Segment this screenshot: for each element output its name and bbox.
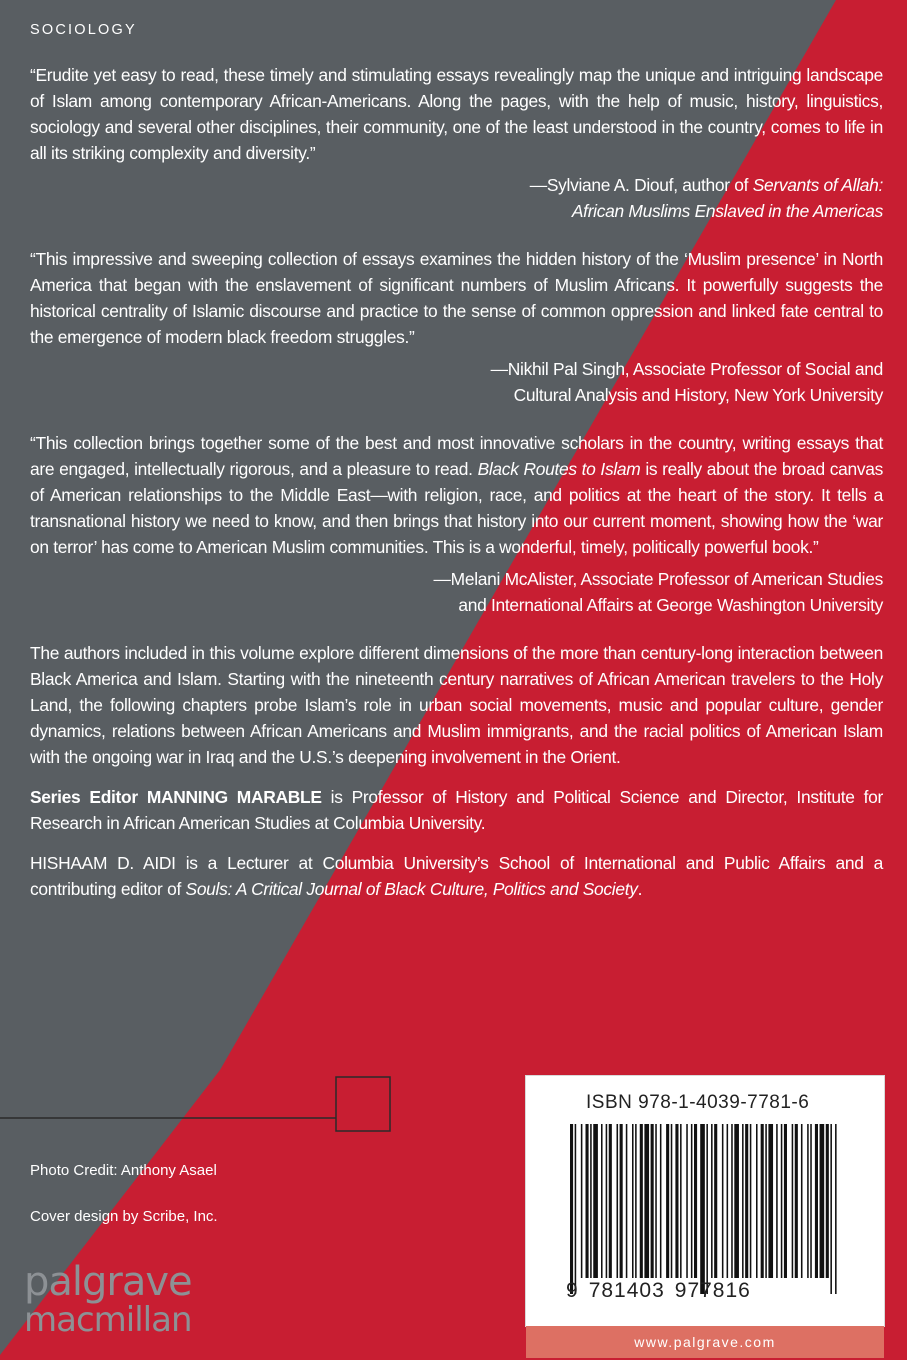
barcode-bar xyxy=(635,1124,637,1278)
barcode-bar xyxy=(801,1124,803,1278)
barcode-bar xyxy=(826,1124,829,1278)
website-link[interactable]: www.palgrave.com xyxy=(634,1334,776,1350)
about-section xyxy=(30,640,883,902)
barcode-bar xyxy=(691,1124,693,1278)
quote-attribution xyxy=(30,356,883,408)
barcode-bar xyxy=(606,1124,608,1278)
barcode-bar xyxy=(675,1124,678,1278)
quote-diouf xyxy=(30,62,883,224)
photo-credit: Photo Credit: Anthony Asael xyxy=(30,1162,217,1179)
barcode-bar xyxy=(651,1124,654,1278)
barcode-digits: 9 781403 977816 xyxy=(566,1279,751,1302)
barcode-bar xyxy=(745,1124,748,1278)
barcode-bar xyxy=(666,1124,669,1278)
barcode-bar xyxy=(765,1124,767,1278)
barcode-bar xyxy=(761,1124,764,1278)
quote-text: “This collection brings together some of the best and most innovative scholars in the country, writing essays that are engaged, intellectually rigorous, and a pleasure to read. Black Routes to Islam is really about the broad canvas of American relationships to the Middle East—with religion, race, and politics at the heart of the story. It tells a transnational history we need to know, and then brings that history into our current moment, showing how the ‘war on terror’ has come to American Muslim communities. This is a wonderful, timely, politically powerful book.” xyxy=(30,433,883,557)
barcode-bar xyxy=(714,1124,717,1278)
attribution-line-2: Cultural Analysis and History, New York University xyxy=(513,385,883,405)
barcode-bar xyxy=(742,1124,744,1278)
book-title: Black Routes to Islam xyxy=(477,459,641,479)
barcode-bar xyxy=(731,1124,733,1278)
barcode-bar xyxy=(722,1124,724,1278)
barcode-bar xyxy=(711,1124,713,1278)
barcode-bar xyxy=(756,1124,758,1278)
barcode-bar xyxy=(671,1124,673,1278)
website-bar xyxy=(526,1326,884,1358)
publisher-logo: palgrave macmillan xyxy=(24,1259,192,1340)
barcode-bar xyxy=(768,1124,773,1278)
book-description: The authors included in this volume explore different dimensions of the more than century-long interaction between Black America and Islam. Starting with the nineteenth century narratives of African American travelers to the Holy Land, the following chapters probe Islam’s role in urban social movements, music and popular culture, gender dynamics, relations between African Americans and Muslim immigrants, and the racial politics of American Islam with the ongoing war in Iraq and the U.S.’s deepening involvement in the Orient. xyxy=(30,643,883,767)
barcode-bar xyxy=(776,1124,778,1278)
quote-attribution xyxy=(30,566,883,618)
barcode-icon xyxy=(570,1124,838,1294)
journal-title: Souls: A Critical Journal of Black Culture, Politics and Society xyxy=(185,879,638,899)
barcode-bar xyxy=(706,1124,708,1294)
category-label: SOCIOLOGY xyxy=(30,22,137,38)
barcode-bar xyxy=(830,1124,832,1294)
barcode-bar xyxy=(784,1124,787,1278)
barcode-bar xyxy=(655,1124,657,1278)
barcode-bar xyxy=(750,1124,752,1278)
barcode-bar xyxy=(570,1124,573,1294)
attribution-line-1: —Melani McAlister, Associate Professor of American Studies xyxy=(433,569,883,589)
quote-text: “Erudite yet easy to read, these timely and stimulating essays revealingly map the unique and intriguing landscape of Islam among contemporary African-Americans. Along the pages, with the help of music, history, linguistics, sociology and several other disciplines, their community, one of the least understood in the country, comes to life in all its striking complexity and diversity.” xyxy=(30,65,883,163)
barcode-bar xyxy=(686,1124,688,1278)
isbn-label: ISBN 978-1-4039-7781-6 xyxy=(586,1092,810,1113)
barcode-bar xyxy=(781,1124,783,1278)
quote-singh xyxy=(30,246,883,408)
quote-text: “This impressive and sweeping collection of essays examines the hidden history of the ‘Muslim presence’ in North America that began with the enslavement of significant numbers of Muslim Africans. It powerfully suggests the historical centrality of Islamic discourse and practice to the sense of common oppression and linked fate central to the emergence of modern black freedom struggles.” xyxy=(30,249,883,347)
barcode-bar xyxy=(617,1124,619,1278)
barcode-bar xyxy=(620,1124,623,1278)
blurb-section xyxy=(30,62,883,916)
barcode-bar xyxy=(792,1124,794,1278)
barcode-bar xyxy=(593,1124,598,1278)
barcode-bar xyxy=(609,1124,612,1278)
barcode-bar xyxy=(590,1124,592,1278)
barcode-bar xyxy=(640,1124,643,1278)
editor-bio: Series Editor MANNING MARABLE is Professor of History and Political Science and Director, Institute for Research in African American Studies at Columbia University. xyxy=(30,787,883,833)
barcode-bar xyxy=(644,1124,649,1278)
attribution-line-2: African Muslims Enslaved in the Americas xyxy=(571,201,883,221)
barcode-bar xyxy=(820,1124,825,1278)
barcode-bar xyxy=(660,1124,662,1278)
attribution-line-2: and International Affairs at George Washington University xyxy=(458,595,883,615)
quote-attribution xyxy=(30,172,883,224)
barcode-bar xyxy=(734,1124,739,1278)
attribution-line-1: —Sylviane A. Diouf, author of Servants of Allah: xyxy=(529,175,883,195)
barcode-bar xyxy=(694,1124,697,1278)
barcode-bar xyxy=(601,1124,603,1278)
barcode-bar xyxy=(810,1124,812,1278)
barcode-bar xyxy=(632,1124,634,1278)
barcode-bar xyxy=(680,1124,682,1278)
barcode-bar xyxy=(727,1124,729,1278)
attribution-line-1: —Nikhil Pal Singh, Associate Professor of Social and xyxy=(490,359,883,379)
barcode-bar xyxy=(807,1124,809,1278)
author-bio: HISHAAM D. AIDI is a Lecturer at Columbia University’s School of International and Public Affairs and a contributing editor of Souls: A Critical Journal of Black Culture, Politics and Society. xyxy=(30,853,883,899)
barcode-bar xyxy=(700,1124,705,1294)
barcode-bar xyxy=(575,1124,577,1294)
quote-mcalister xyxy=(30,430,883,618)
barcode-bar xyxy=(626,1124,628,1278)
barcode-bar xyxy=(795,1124,798,1278)
cover-design-credit: Cover design by Scribe, Inc. xyxy=(30,1208,218,1225)
barcode-bar xyxy=(835,1124,837,1294)
barcode-bar xyxy=(581,1124,583,1278)
barcode-bar xyxy=(586,1124,589,1278)
barcode-bar xyxy=(815,1124,818,1278)
barcode-panel xyxy=(526,1076,884,1326)
